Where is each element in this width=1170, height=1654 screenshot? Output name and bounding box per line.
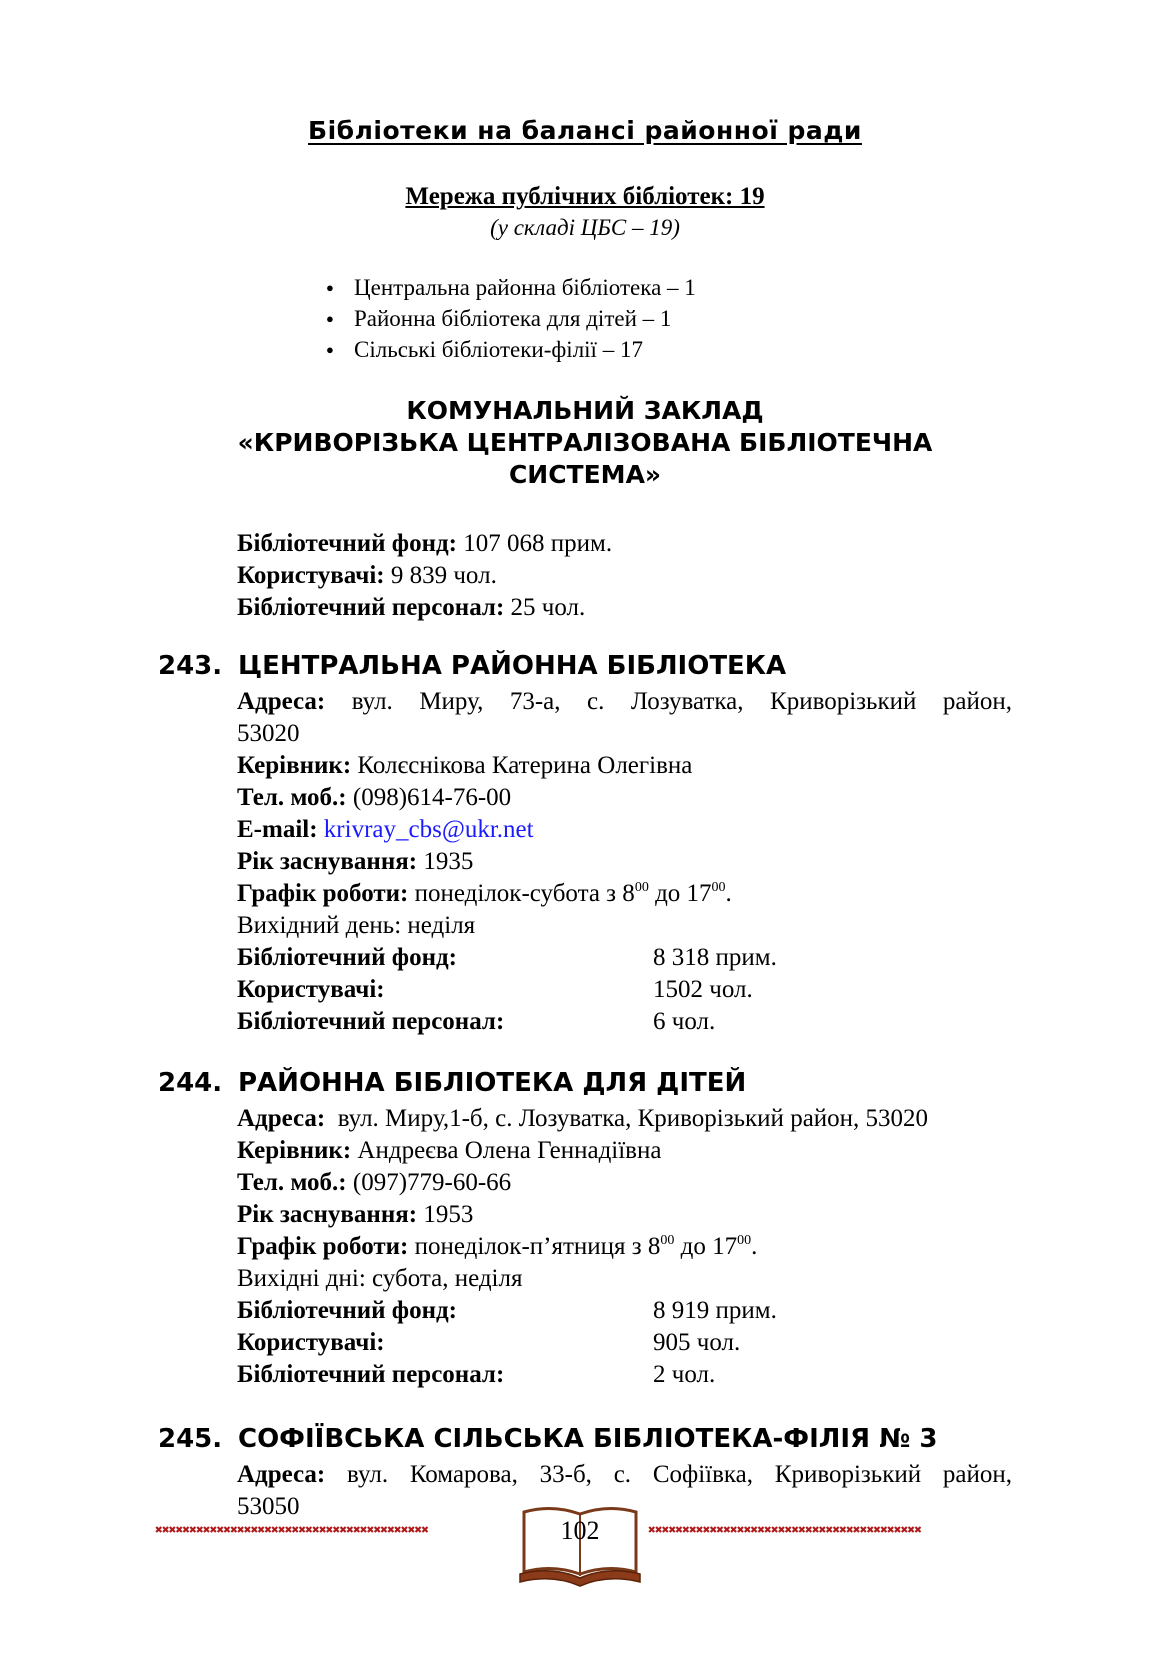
address-label: Адреса: (237, 1105, 326, 1132)
schedule-label: Графік роботи: (237, 1233, 409, 1260)
users-label: Користувачі: (237, 562, 385, 589)
users-label: Користувачі: (237, 976, 385, 1003)
schedule-value: понеділок-п’ятниця з $8^{00}$ до $17^{00}$. (414, 1233, 758, 1260)
section-heading-243 (158, 651, 786, 681)
address-word: с. (613, 1461, 632, 1488)
fund-value: 8 318 прим. (653, 944, 777, 971)
head-value: Колєснікова Катерина Олегівна (357, 752, 693, 779)
address-word: 73-а, (509, 688, 561, 715)
address-word: Миру, (419, 688, 484, 715)
network-heading: Мережа публічних бібліотек: 19 (405, 183, 765, 210)
section-title: ЦЕНТРАЛЬНА РАЙОННА БІБЛІОТЕКА (238, 651, 787, 681)
email-link[interactable]: krivray_cbs@ukr.net (323, 816, 534, 843)
users-value: 905 чол. (653, 1329, 741, 1356)
head-label: Керівник: (237, 752, 352, 779)
days-off: Вихідний день: неділя (237, 912, 476, 939)
address-label: Адреса: (237, 1461, 326, 1488)
schedule-label: Графік роботи: (237, 880, 409, 907)
fund-value: 107 068 прим. (456, 530, 613, 557)
address-continued: 53050 (237, 1493, 300, 1520)
fund-label: Бібліотечний фонд: (237, 530, 457, 557)
section-number: 244. (158, 1068, 223, 1098)
users-value: 1502 чол. (653, 976, 753, 1003)
list-item: ● Центральна районна бібліотека – 1 (322, 272, 696, 303)
days-off: Вихідні дні: субота, неділя (237, 1265, 523, 1292)
address-word: Комарова, (409, 1461, 518, 1488)
section-number: 245. (158, 1424, 223, 1454)
address-word: 33-б, (539, 1461, 592, 1488)
address-word: Криворізький (774, 1461, 922, 1488)
year-label: Рік заснування: (237, 1201, 418, 1228)
section-heading-244 (158, 1068, 746, 1098)
address-word: район, (942, 1461, 1012, 1488)
address-word: Софіївка, (652, 1461, 754, 1488)
fund-value: 8 919 прим. (653, 1297, 777, 1324)
section-title: СОФІЇВСЬКА СІЛЬСЬКА БІБЛІОТЕКА-ФІЛІЯ № 3 (238, 1424, 938, 1454)
address-line (237, 1459, 1012, 1491)
system-stats (237, 528, 612, 624)
users-label: Користувачі: (237, 1329, 385, 1356)
section-title: РАЙОННА БІБЛІОТЕКА ДЛЯ ДІТЕЙ (238, 1068, 747, 1098)
section-body-243 (237, 686, 1012, 1038)
head-label: Керівник: (237, 1137, 352, 1164)
address-value: вул. Миру,1-б, с. Лозуватка, Криворізький район, 53020 (337, 1105, 929, 1132)
address-word: вул. (347, 1461, 389, 1488)
org-line: «КРИВОРІЗЬКА ЦЕНТРАЛІЗОВАНА БІБЛІОТЕЧНА (237, 428, 933, 457)
fund-label: Бібліотечний фонд: (237, 1297, 457, 1324)
phone-label: Тел. моб.: (237, 784, 347, 811)
phone-value: (097)779-60-66 (352, 1169, 512, 1196)
address-word: с. (587, 688, 605, 715)
list-item: ● Сільські бібліотеки-філії – 17 (322, 334, 696, 365)
address-word: район, (942, 688, 1012, 715)
list-item: ● Районна бібліотека для дітей – 1 (322, 303, 696, 334)
page-number: 102 (560, 1516, 600, 1545)
staff-label: Бібліотечний персонал: (237, 594, 505, 621)
address-continued: 53020 (237, 720, 300, 747)
footer-ornament-right: ✖✖✖✖✖✖✖✖✖✖✖✖✖✖✖✖✖✖✖✖✖✖✖✖✖✖✖✖✖✖✖✖✖✖✖✖✖✖✖✖ (648, 1525, 922, 1537)
section-number: 243. (158, 651, 223, 681)
phone-value: (098)614-76-00 (352, 784, 512, 811)
address-word: вул. (351, 688, 393, 715)
address-line (237, 686, 1012, 718)
email-label: E-mail: (237, 816, 318, 843)
staff-label: Бібліотечний персонал: (237, 1008, 505, 1035)
address-word: Лозуватка, (630, 688, 744, 715)
network-note: (у складі ЦБС – 19) (490, 215, 680, 240)
page-title: Бібліотеки на балансі районної ради (308, 116, 862, 145)
footer-ornament-left: ✖✖✖✖✖✖✖✖✖✖✖✖✖✖✖✖✖✖✖✖✖✖✖✖✖✖✖✖✖✖✖✖✖✖✖✖✖✖✖✖ (155, 1525, 429, 1537)
org-line: КОМУНАЛЬНИЙ ЗАКЛАД (406, 396, 764, 425)
users-value: 9 839 чол. (384, 562, 497, 589)
year-label: Рік заснування: (237, 848, 418, 875)
address-label: Адреса: (237, 688, 326, 715)
org-line: СИСТЕМА» (508, 460, 662, 489)
staff-value: 25 чол. (504, 594, 586, 621)
year-value: 1935 (423, 848, 474, 875)
address-word: Криворізький (770, 688, 917, 715)
head-value: Андреєва Олена Геннадіївна (357, 1137, 662, 1164)
staff-value: 2 чол. (653, 1361, 716, 1388)
section-heading-245 (158, 1424, 938, 1454)
organization-heading (0, 395, 1170, 491)
fund-label: Бібліотечний фонд: (237, 944, 457, 971)
staff-value: 6 чол. (653, 1008, 716, 1035)
library-types-list (322, 272, 696, 365)
schedule-value: понеділок-субота з $8^{00}$ до $17^{00}$. (414, 880, 732, 907)
phone-label: Тел. моб.: (237, 1169, 347, 1196)
year-value: 1953 (423, 1201, 474, 1228)
section-body-244 (237, 1103, 928, 1391)
staff-label: Бібліотечний персонал: (237, 1361, 505, 1388)
